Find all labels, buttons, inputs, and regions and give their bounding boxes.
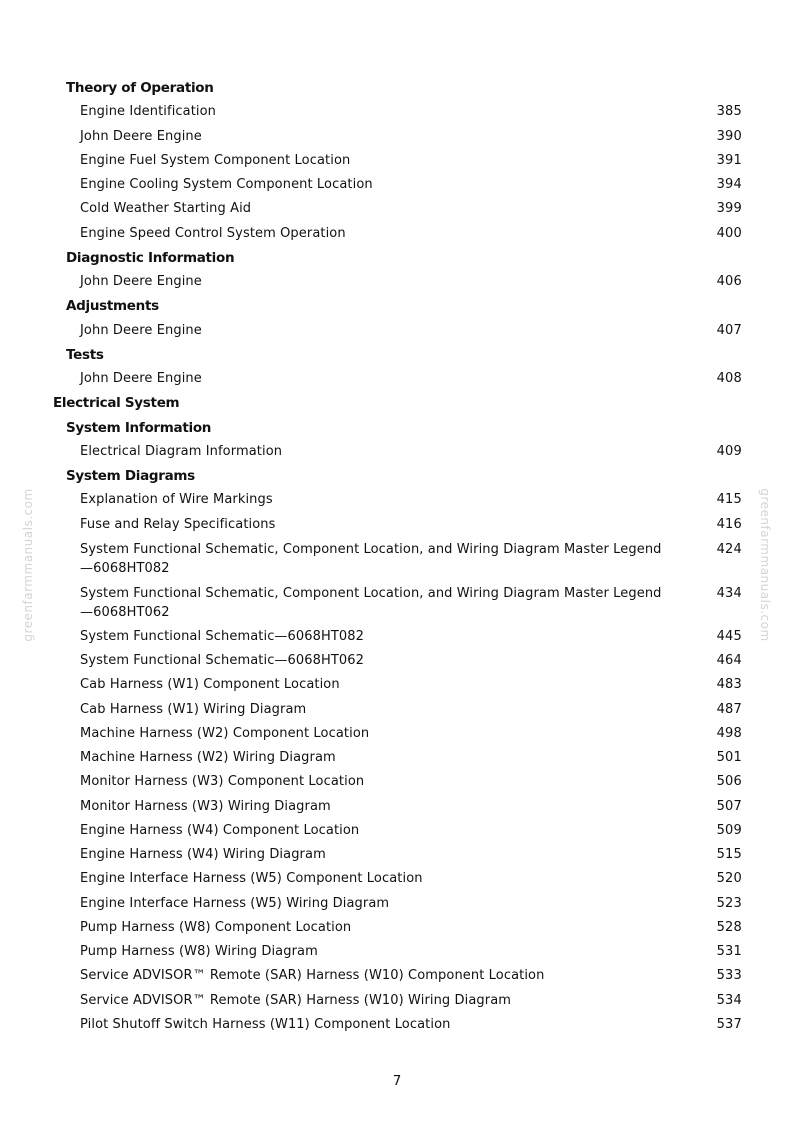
- toc-entry[interactable]: [0, 488, 794, 512]
- toc-entry[interactable]: [0, 1013, 794, 1037]
- toc-entry-title: John Deere Engine: [80, 128, 202, 144]
- watermark-left: greenfarmmanuals.com: [21, 488, 35, 642]
- toc-entry-title: Machine Harness (W2) Wiring Diagram: [80, 750, 336, 765]
- toc-entry[interactable]: [0, 867, 794, 891]
- toc-heading-title: Electrical System: [53, 395, 180, 412]
- watermark-right: greenfarmmanuals.com: [758, 488, 772, 642]
- toc-entry[interactable]: [0, 513, 794, 537]
- toc-entry-title: Engine Interface Harness (W5) Component Location: [80, 871, 423, 887]
- toc-entry-page-number: 424: [716, 541, 742, 557]
- toc-entry-page-number: 523: [716, 895, 742, 911]
- toc-entry-page-number: 531: [716, 944, 742, 959]
- toc-entry[interactable]: [0, 795, 794, 819]
- toc-entry[interactable]: [0, 673, 794, 697]
- toc-entry-title: Fuse and Relay Specifications: [80, 516, 276, 532]
- toc-entry[interactable]: [0, 270, 794, 294]
- toc-entry[interactable]: [0, 770, 794, 794]
- toc-entry-page-number: 534: [716, 992, 742, 1008]
- toc-entry[interactable]: [0, 892, 794, 916]
- toc-entry[interactable]: [0, 649, 794, 673]
- toc-heading: [0, 246, 794, 270]
- table-of-contents: [0, 76, 794, 1037]
- toc-entry[interactable]: [0, 197, 794, 221]
- toc-entry[interactable]: [0, 581, 794, 625]
- toc-entry-page-number: 464: [716, 653, 742, 668]
- toc-heading-title: System Diagrams: [66, 468, 195, 484]
- toc-entry[interactable]: [0, 149, 794, 173]
- toc-entry-title: System Functional Schematic—6068HT062: [80, 653, 365, 668]
- toc-entry-page-number: 520: [716, 871, 742, 887]
- toc-entry-page-number: 407: [716, 322, 742, 338]
- toc-entry-title: John Deere Engine: [80, 322, 202, 338]
- toc-entry[interactable]: [0, 440, 794, 464]
- toc-entry[interactable]: [0, 940, 794, 964]
- toc-heading: [0, 416, 794, 440]
- toc-entry-title: Engine Interface Harness (W5) Wiring Diagram: [80, 895, 390, 911]
- toc-heading-title: System Information: [66, 419, 212, 436]
- toc-entry-page-number: 408: [716, 371, 742, 386]
- toc-entry-page-number: 385: [716, 104, 742, 120]
- toc-entry-title: Pilot Shutoff Switch Harness (W11) Component Location: [80, 1016, 451, 1032]
- toc-entry[interactable]: [0, 722, 794, 746]
- toc-entry-page-number: 445: [716, 628, 742, 644]
- toc-entry-page-number: 394: [716, 177, 742, 192]
- toc-entry[interactable]: [0, 100, 794, 124]
- toc-entry-title: Electrical Diagram Information: [80, 443, 283, 459]
- toc-entry[interactable]: [0, 319, 794, 343]
- toc-entry-page-number: 406: [716, 274, 742, 289]
- toc-entry-title: Cold Weather Starting Aid: [80, 201, 252, 217]
- toc-heading: [0, 294, 794, 318]
- page-number: 7: [392, 1073, 402, 1089]
- toc-entry-page-number: 537: [716, 1016, 742, 1032]
- toc-entry[interactable]: [0, 222, 794, 246]
- toc-entry-title: System Functional Schematic, Component Location, and Wiring Diagram Master Legend—6068HT062: [80, 585, 662, 620]
- toc-entry-title: System Functional Schematic—6068HT082: [80, 628, 365, 644]
- toc-entry-title: Engine Speed Control System Operation: [80, 225, 346, 241]
- toc-heading-title: Theory of Operation: [66, 80, 214, 96]
- toc-entry-page-number: 506: [716, 774, 742, 790]
- toc-entry[interactable]: [0, 625, 794, 649]
- toc-entry-page-number: 498: [716, 725, 742, 741]
- toc-entry[interactable]: [0, 964, 794, 988]
- toc-entry[interactable]: [0, 367, 794, 391]
- toc-entry-title: Engine Harness (W4) Wiring Diagram: [80, 847, 326, 862]
- toc-entry-page-number: 509: [716, 822, 742, 838]
- toc-entry-title: Engine Fuel System Component Location: [80, 152, 351, 168]
- toc-entry-page-number: 391: [716, 152, 742, 168]
- toc-heading: [0, 391, 794, 415]
- toc-entry[interactable]: [0, 125, 794, 149]
- toc-entry-title: Machine Harness (W2) Component Location: [80, 725, 370, 741]
- toc-entry-title: System Functional Schematic, Component Location, and Wiring Diagram Master Legend—6068HT082: [80, 541, 662, 576]
- toc-entry-title: Engine Harness (W4) Component Location: [80, 822, 360, 838]
- toc-entry-title: Pump Harness (W8) Component Location: [80, 919, 352, 935]
- toc-heading: [0, 343, 794, 367]
- toc-entry-title: Service ADVISOR™ Remote (SAR) Harness (W10) Component Location: [80, 968, 545, 984]
- toc-entry-title: Explanation of Wire Markings: [80, 492, 273, 508]
- toc-entry-title: Engine Cooling System Component Location: [80, 177, 373, 192]
- toc-entry-page-number: 533: [716, 968, 742, 984]
- toc-entry-page-number: 528: [716, 919, 742, 935]
- toc-entry-title: John Deere Engine: [80, 371, 202, 386]
- toc-entry-title: Service ADVISOR™ Remote (SAR) Harness (W10) Wiring Diagram: [80, 992, 512, 1008]
- toc-heading-title: Adjustments: [66, 298, 159, 315]
- toc-entry-page-number: 400: [716, 225, 742, 241]
- toc-entry-page-number: 416: [716, 516, 742, 532]
- toc-heading: [0, 76, 794, 100]
- toc-entry-title: John Deere Engine: [80, 274, 202, 289]
- toc-entry-page-number: 399: [716, 201, 742, 217]
- toc-entry-page-number: 390: [716, 128, 742, 144]
- toc-heading: [0, 464, 794, 488]
- toc-entry-page-number: 501: [716, 750, 742, 765]
- toc-entry-page-number: 515: [716, 847, 742, 862]
- toc-entry-page-number: 434: [716, 585, 742, 601]
- toc-entry[interactable]: [0, 843, 794, 867]
- toc-entry[interactable]: [0, 698, 794, 722]
- toc-entry[interactable]: [0, 819, 794, 843]
- toc-entry[interactable]: [0, 916, 794, 940]
- toc-entry[interactable]: [0, 173, 794, 197]
- toc-entry-page-number: 507: [716, 798, 742, 814]
- toc-entry[interactable]: [0, 537, 794, 581]
- toc-heading-title: Diagnostic Information: [66, 249, 235, 266]
- toc-entry-title: Pump Harness (W8) Wiring Diagram: [80, 944, 318, 959]
- toc-entry-page-number: 409: [716, 443, 742, 459]
- toc-entry-page-number: 487: [716, 701, 742, 717]
- toc-entry-title: Monitor Harness (W3) Component Location: [80, 774, 365, 790]
- toc-entry-title: Cab Harness (W1) Wiring Diagram: [80, 701, 307, 717]
- toc-entry-page-number: 415: [716, 492, 742, 508]
- toc-entry[interactable]: [0, 746, 794, 770]
- toc-entry-title: Engine Identification: [80, 104, 217, 120]
- toc-entry[interactable]: [0, 989, 794, 1013]
- toc-entry-title: Monitor Harness (W3) Wiring Diagram: [80, 798, 331, 814]
- toc-entry-title: Cab Harness (W1) Component Location: [80, 677, 340, 693]
- toc-heading-title: Tests: [66, 346, 104, 363]
- toc-entry-page-number: 483: [716, 677, 742, 693]
